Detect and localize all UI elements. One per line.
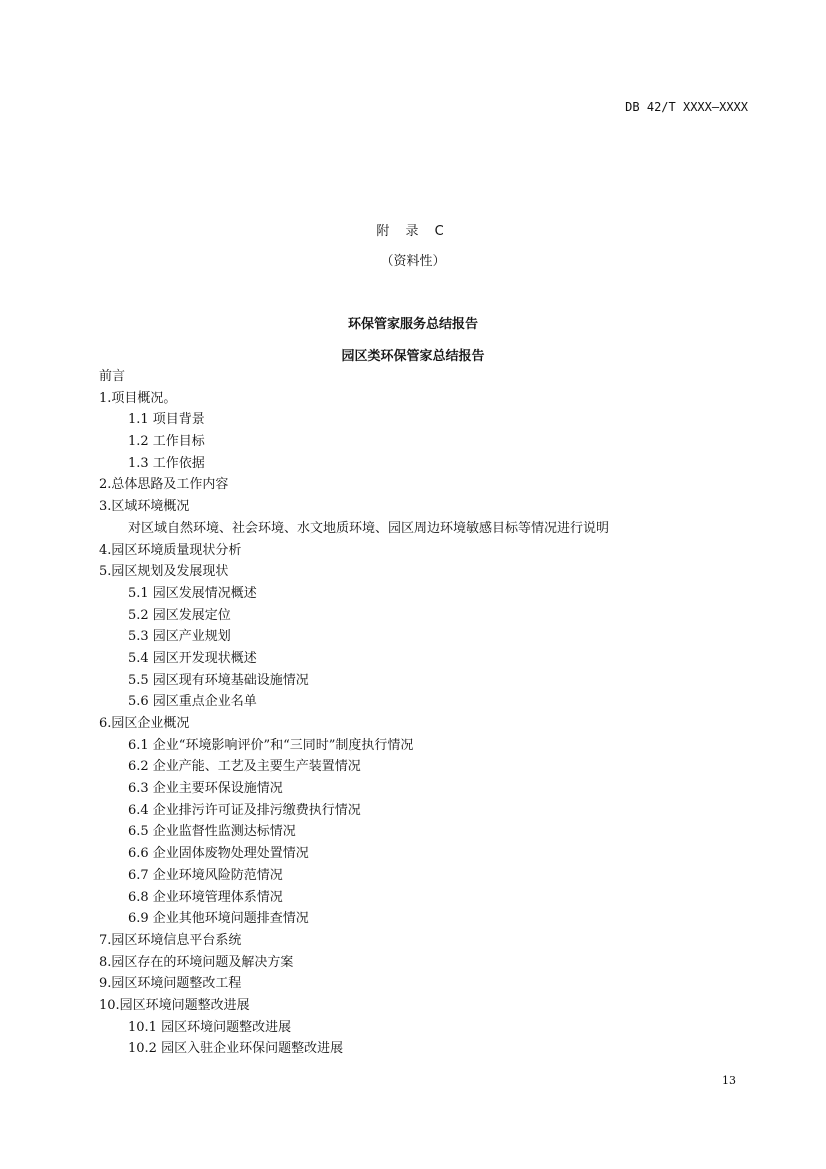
- toc-item: 6.4 企业排污许可证及排污缴费执行情况: [128, 802, 361, 818]
- report-subtitle: 园区类环保管家总结报告: [341, 349, 485, 364]
- toc-item: 2.总体思路及工作内容: [99, 477, 229, 493]
- toc-item: 6.园区企业概况: [99, 716, 190, 731]
- toc-item: 前言: [99, 369, 126, 384]
- toc-item: 5.1 园区发展情况概述: [128, 585, 257, 601]
- toc-item: 3.区域环境概况: [99, 499, 190, 515]
- page-number: 13: [722, 1074, 736, 1087]
- toc-item: 1.1 项目背景: [128, 412, 205, 428]
- toc-item: 6.5 企业监督性监测达标情况: [128, 824, 296, 840]
- toc-item: 5.园区规划及发展现状: [99, 564, 229, 580]
- toc-item: 1.项目概况。: [99, 390, 177, 406]
- toc-item: 对区域自然环境、社会环境、水文地质环境、园区周边环境敏感目标等情况进行说明: [128, 520, 610, 536]
- toc-item: 9.园区环境问题整改工程: [99, 976, 242, 992]
- toc-item: 6.9 企业其他环境问题排查情况: [128, 911, 309, 927]
- toc-item: 6.8 企业环境管理体系情况: [128, 889, 283, 905]
- toc-item: 10.1 园区环境问题整改进展: [128, 1019, 292, 1035]
- toc-item: 7.园区环境信息平台系统: [99, 932, 242, 948]
- toc-item: 6.2 企业产能、工艺及主要生产装置情况: [128, 759, 361, 775]
- toc-item: 4.园区环境质量现状分析: [99, 542, 242, 558]
- toc-item: 10.2 园区入驻企业环保问题整改进展: [128, 1041, 344, 1057]
- appendix-title: 附 录 C: [376, 224, 450, 239]
- toc-item: 6.3 企业主要环保设施情况: [128, 781, 283, 797]
- toc-item: 6.1 企业“环境影响评价”和“三同时”制度执行情况: [128, 737, 414, 753]
- report-title: 环保管家服务总结报告: [347, 317, 478, 332]
- toc-item: 1.3 工作依据: [128, 455, 205, 471]
- toc-item: 6.6 企业固体废物处理处置情况: [128, 846, 309, 862]
- toc-item: 10.园区环境问题整改进展: [99, 997, 250, 1013]
- toc-item: 6.7 企业环境风险防范情况: [128, 867, 283, 883]
- table-of-contents: [99, 366, 609, 1060]
- toc-item: 5.4 园区开发现状概述: [128, 650, 257, 666]
- toc-item: 5.2 园区发展定位: [128, 607, 231, 623]
- document-code-header: DB 42/T XXXX—XXXX: [625, 100, 748, 114]
- toc-item: 8.园区存在的环境问题及解决方案: [99, 954, 294, 970]
- toc-item: 5.6 园区重点企业名单: [128, 694, 257, 710]
- appendix-nature: （资料性）: [380, 254, 446, 269]
- toc-item: 1.2 工作目标: [128, 434, 205, 450]
- toc-item: 5.3 园区产业规划: [128, 629, 231, 645]
- toc-item: 5.5 园区现有环境基础设施情况: [128, 672, 309, 688]
